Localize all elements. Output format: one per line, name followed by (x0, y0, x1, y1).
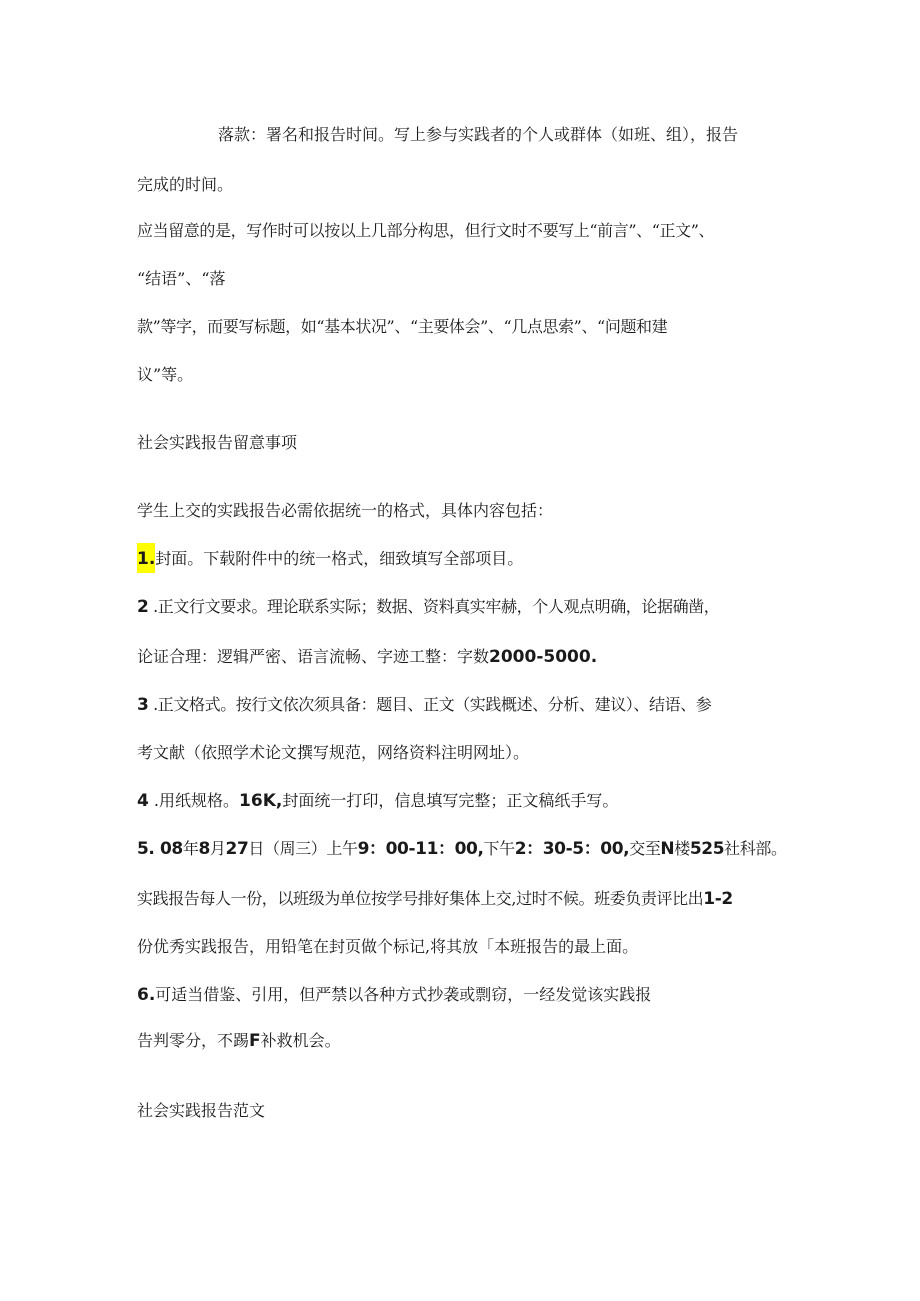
paragraph-line: 应当留意的是，写作时可以按以上几部分构思，但行文时不要写上“前言”、“正文”、 (137, 221, 715, 240)
item-number: 4 (137, 791, 149, 811)
list-item-6-cont (137, 1030, 797, 1052)
item-text: 补救机会。 (260, 1031, 341, 1050)
word-count-range: 2000-5000. (489, 647, 598, 667)
item-text: 可适当借鉴、引用，但严禁以各种方式抄袭或剽窃，一经发觉该实践报 (155, 985, 652, 1004)
list-item-5 (137, 838, 797, 860)
list-item-1 (137, 548, 797, 570)
building-letter: N (660, 839, 675, 859)
paragraph-line: 落款：署名和报告时间。写上参与实践者的个人或群体（如班、组），报告 (218, 125, 739, 144)
item-text: 社科部。 (724, 839, 787, 858)
month-value: 8 (198, 839, 210, 859)
morning-time: 9：00-11：00, (357, 839, 484, 859)
list-item-5-cont (137, 888, 797, 910)
item-text: .用纸规格。 (148, 791, 240, 810)
letter-f: F (249, 1031, 261, 1051)
paragraph-line: 款”等字，而要写标题，如“基本状况”、“主要体会”、“几点思索”、“问题和建 (137, 317, 668, 336)
section-heading-sample: 社会实践报告范文 (137, 1101, 266, 1120)
paragraph-line: 完成的时间。 (137, 175, 234, 194)
item-text: 封面。下载附件中的统一格式，细致填写全部项目。 (155, 549, 524, 568)
item-text: 交至 (629, 839, 661, 858)
item-text: 封面统一打印，信息填写完整；正文稿纸手写。 (282, 791, 619, 810)
item-text: 下午 (483, 839, 515, 858)
item-text: 日（周三）上午 (248, 839, 358, 858)
day-value: 27 (225, 839, 249, 859)
afternoon-time: 2：30-5：00, (514, 839, 630, 859)
item-text: 年 (182, 839, 199, 858)
list-item-5-cont: 份优秀实践报告，用铅笔在封页做个标记,将其放「本班报告的最上面。 (137, 937, 639, 956)
list-item-2-cont (137, 646, 797, 668)
list-item-3-cont: 考文献（依照学术论文撰写规范，网络资料注明网址）。 (137, 743, 530, 762)
item-text: .正文行文要求。理论联系实际；数据、资料真实牢赫，个人观点明确，论据确凿， (148, 597, 720, 616)
list-item-2 (137, 596, 797, 618)
paragraph-line: “结语”、“落 (137, 269, 226, 288)
item-number: 6. (137, 985, 156, 1005)
paragraph-line: 议”等。 (137, 365, 194, 384)
item-text: 实践报告每人一份，以班级为单位按学号排好集体上交,过时不候。班委负责评比出 (137, 889, 704, 908)
count-range: 1-2 (703, 889, 733, 909)
item-text: .正文格式。按行文依次须具备：题目、正文（实践概述、分析、建议）、结语、参 (148, 695, 712, 714)
paper-size: 16K, (239, 791, 283, 811)
item-number: 2 (137, 597, 149, 617)
item-text: 告判零分，不踢 (137, 1031, 250, 1050)
list-item-4 (137, 790, 797, 812)
intro-line: 学生上交的实践报告必需依据统一的格式，具体内容包括： (137, 501, 554, 520)
item-number: 3 (137, 695, 149, 715)
item-number-date: 5. 08 (137, 839, 183, 859)
list-item-3 (137, 694, 797, 716)
item-text: 月 (209, 839, 226, 858)
room-number: 525 (689, 839, 725, 859)
section-heading-notes: 社会实践报告留意事项 (137, 433, 298, 452)
item-number-highlighted: 1. (137, 543, 155, 573)
item-text: 论证合理：逻辑严密、语言流畅、字迹工整：字数 (137, 647, 490, 666)
item-text: 楼 (674, 839, 690, 858)
list-item-6 (137, 984, 797, 1006)
